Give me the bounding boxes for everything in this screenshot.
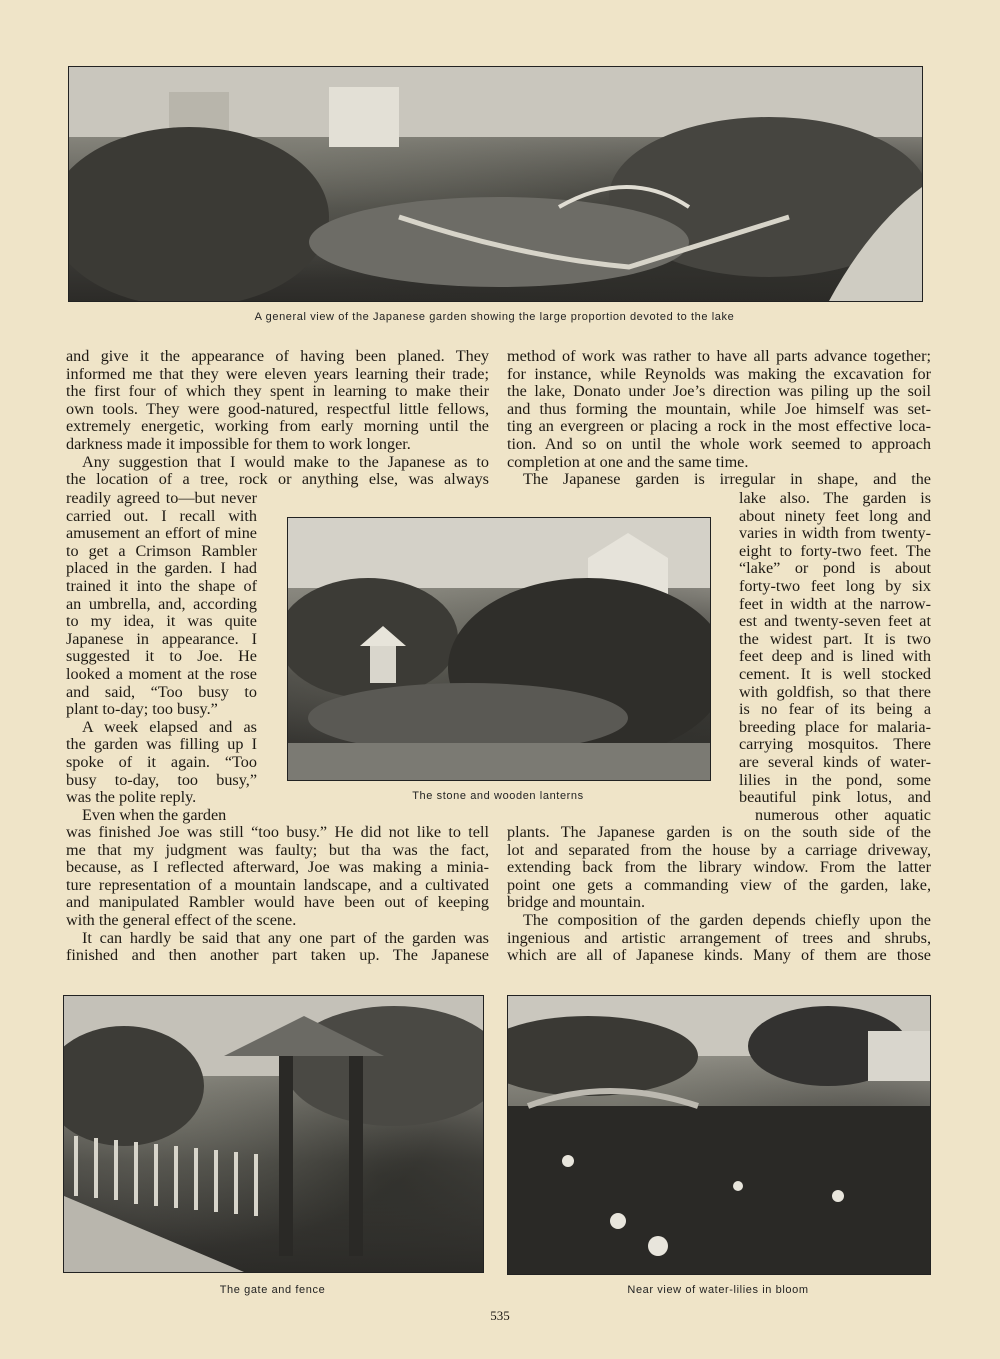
text-line: It can hardly be said that any one part of the garden was <box>82 928 489 947</box>
text-line: own tools. They were good-natured, respectful little fellows, <box>66 399 489 418</box>
text-line: looked a moment at the rose <box>66 664 257 683</box>
left-column-text-c <box>66 824 489 965</box>
text-line: lilies in the pond, some <box>739 770 931 789</box>
text-line: ingenious and artistic arrangement of trees and shrubs, <box>507 928 931 947</box>
text-line: an umbrella, and, according <box>66 594 257 613</box>
left-column-text-a <box>66 348 489 489</box>
text-line: darkness made it impossible for them to work longer. <box>66 434 411 453</box>
text-line: is no fear of its being a <box>739 700 931 719</box>
text-line: placed in the garden. I had <box>66 559 257 578</box>
text-line: forty-two feet long by six <box>739 576 931 595</box>
text-line: cement. It is well stocked <box>739 664 931 683</box>
text-line: to my idea, it was quite <box>66 612 257 631</box>
text-line: The Japanese garden is irregular in shape, and the <box>523 470 931 489</box>
text-line: eight to forty-two feet. The <box>739 541 931 560</box>
text-line: The composition of the garden depends chiefly upon the <box>523 910 931 929</box>
text-line: bridge and mountain. <box>507 893 646 912</box>
caption-middle-photo: The stone and wooden lanterns <box>412 790 584 802</box>
text-line: lake also. The garden is <box>739 489 931 507</box>
text-line: Japanese in appearance. I <box>66 629 257 648</box>
text-line: the first four of which they spent in learning to make their <box>66 382 489 401</box>
text-line: and thus forming the mountain, while Joe himself was set- <box>507 399 931 418</box>
text-line: suggested it to Joe. He <box>66 647 257 666</box>
text-line: and give it the appearance of having been planed. They <box>66 347 489 365</box>
photo-water-lilies <box>507 995 931 1275</box>
text-line: A week elapsed and as <box>82 717 257 736</box>
text-line: was the polite reply. <box>66 788 197 807</box>
text-line: method of work was rather to have all parts advance together; <box>507 347 931 365</box>
text-line: breeding place for malaria- <box>739 717 931 736</box>
text-line: est and twenty-seven feet at <box>739 612 931 631</box>
text-line: busy to-day, too busy,” <box>66 770 257 789</box>
text-line: varies in width from twenty- <box>739 524 931 543</box>
text-line: the garden was filling up I <box>66 735 257 754</box>
text-line: completion at one and the same time. <box>507 452 749 471</box>
text-line: feet in width at the narrow- <box>739 594 931 613</box>
text-line: amusement an effort of mine <box>66 524 257 543</box>
photo-garden-general-view <box>68 66 923 302</box>
text-line: lot and separated from the house by a carriage driveway, <box>507 840 931 859</box>
caption-bottom-left-photo: The gate and fence <box>219 1284 326 1296</box>
text-line: for instance, while Reynolds was making the excavation for <box>507 364 931 383</box>
photo-stone-wooden-lanterns <box>287 517 711 781</box>
text-line: trained it into the shape of <box>66 576 257 595</box>
text-line: me that my judgment was faulty; but tha was the fact, <box>66 840 489 859</box>
caption-top-photo: A general view of the Japanese garden showing the large proportion devoted to the lake <box>254 311 735 323</box>
text-line: and manipulated Rambler would have been out of keeping <box>66 893 489 912</box>
text-line: and said, “Too busy to <box>66 682 257 701</box>
page-number: 535 <box>490 1308 510 1323</box>
text-line: spoke of it again. “Too <box>66 752 257 771</box>
right-column-text-c <box>507 824 931 965</box>
text-line: informed me that they were eleven years learning their trade; <box>66 364 489 383</box>
text-line: beautiful pink lotus, and <box>739 788 931 807</box>
photo-gate-and-fence <box>63 995 484 1273</box>
text-line: with goldfish, so that there <box>739 682 931 701</box>
text-line: “lake” or pond is about <box>739 559 931 578</box>
text-line: are several kinds of water- <box>739 752 931 771</box>
left-column-text-b <box>66 490 257 824</box>
text-line: plant to-day; too busy.” <box>66 700 218 719</box>
caption-bottom-right-photo: Near view of water-lilies in bloom <box>627 1284 809 1296</box>
text-line: the widest part. It is two <box>739 629 931 648</box>
text-line: finished and then another part taken up. The Japanese <box>66 946 489 965</box>
text-line: carried out. I recall with <box>66 506 257 525</box>
text-line: the lake, Donato under Joe’s direction was piling up the soil <box>507 382 931 401</box>
text-line: readily agreed to—but never <box>66 489 257 507</box>
text-line: Any suggestion that I would make to the Japanese as to <box>82 452 489 471</box>
text-line: with the general effect of the scene. <box>66 910 297 929</box>
text-line: tion. And so on until the whole work seemed to approach <box>507 434 931 453</box>
text-line: extremely energetic, working from early morning until the <box>66 417 489 436</box>
right-column-text-b <box>739 490 931 824</box>
text-line: plants. The Japanese garden is on the south side of the <box>507 823 931 841</box>
text-line: extending back from the library window. From the latter <box>507 858 931 877</box>
text-line: was finished Joe was still “too busy.” He did not like to tell <box>66 823 489 841</box>
text-line: feet deep and is lined with <box>739 647 931 666</box>
text-line: point one gets a commanding view of the garden, lake, <box>507 875 931 894</box>
right-column-text-a <box>507 348 931 489</box>
text-line: which are all of Japanese kinds. Many of them are those <box>507 946 931 965</box>
text-line: Even when the garden <box>82 805 227 824</box>
text-line: the location of a tree, rock or anything else, was always <box>66 470 489 489</box>
text-line: because, as I reflected afterward, Joe was making a minia- <box>66 858 489 877</box>
text-line: ture representation of a mountain landscape, and a cultivated <box>66 875 489 894</box>
text-line: carrying mosquitos. There <box>739 735 931 754</box>
text-line: about ninety feet long and <box>739 506 931 525</box>
text-line: to get a Crimson Rambler <box>66 541 257 560</box>
text-line: ting an evergreen or placing a rock in the most effective loca- <box>507 417 931 436</box>
text-line: numerous other aquatic <box>755 805 931 824</box>
